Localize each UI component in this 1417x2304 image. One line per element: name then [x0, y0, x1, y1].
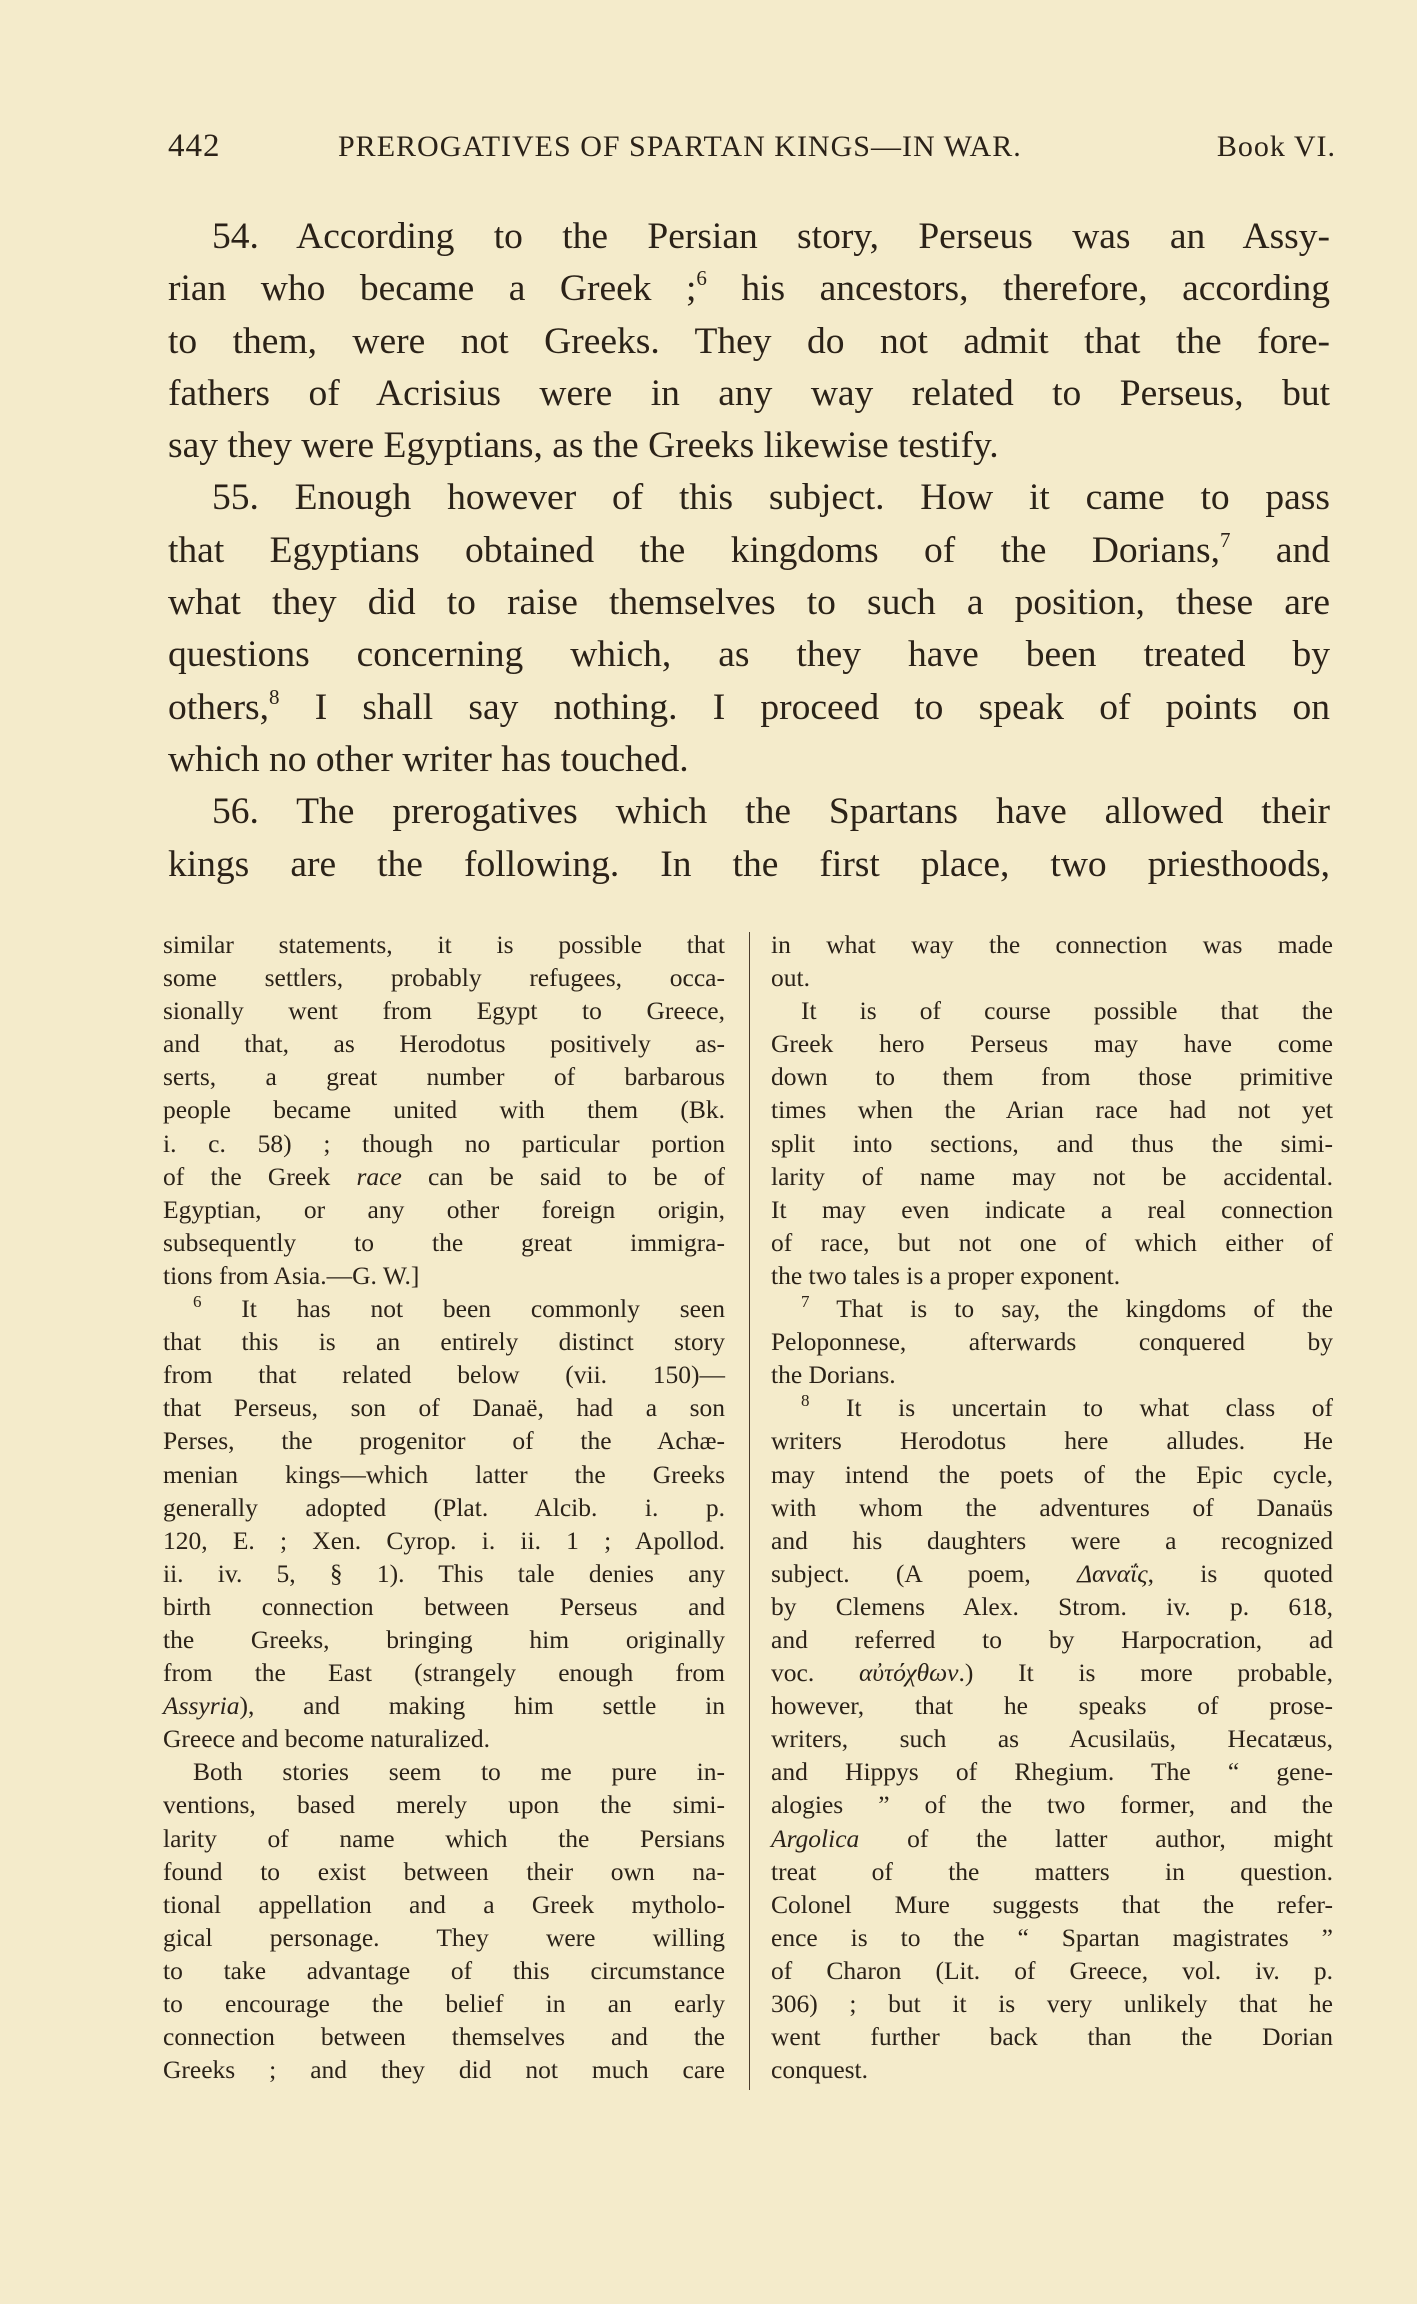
note-line: and his daughters were a recognized	[771, 1525, 1333, 1555]
note-line: and Hippys of Rhegium. The “ gene-	[771, 1757, 1333, 1787]
note-line: and referred to by Harpocration, ad	[771, 1624, 1333, 1654]
text-line: rian who became a Greek ;$^6$ his ancestors, therefore, according	[168, 266, 1330, 310]
note-line: treat of the matters in question.	[771, 1856, 1333, 1886]
note-line: Greece and become naturalized.	[163, 1724, 491, 1754]
note-line: $^7$ That is to say, the kingdoms of the	[801, 1292, 1333, 1324]
text-line: kings are the following. In the first place, two priesthoods,	[168, 843, 1330, 885]
note-line: i. c. 58) ; though no particular portion	[163, 1128, 725, 1158]
note-line: 120, E. ; Xen. Cyrop. i. ii. 1 ; Apollod.	[163, 1525, 725, 1555]
note-line: may intend the poets of the Epic cycle,	[771, 1459, 1333, 1489]
note-line: Assyria), and making him settle in	[163, 1691, 725, 1721]
text-line: what they did to raise themselves to such a position, these are	[168, 582, 1330, 624]
note-line: in what way the connection was made	[771, 930, 1333, 959]
column-divider	[749, 932, 750, 2090]
footnote-ref: 7	[1219, 527, 1231, 552]
note-line: 306) ; but it is very unlikely that he	[771, 1989, 1333, 2018]
text-line: 55. Enough however of this subject. How it came to pass	[212, 477, 1330, 519]
page-number: 442	[168, 128, 221, 164]
note-line: subsequently to the great immigra-	[163, 1227, 725, 1257]
note-line: Argolica of the latter author, might	[771, 1823, 1333, 1853]
text-line: others,$^8$ I shall say nothing. I proceed to speak of points on	[168, 684, 1330, 728]
note-line: ii. iv. 5, § 1). This tale denies any	[163, 1558, 725, 1588]
note-line: $^6$ It has not been commonly seen	[193, 1292, 725, 1324]
footnote-number: 6	[193, 1292, 202, 1312]
note-line: by Clemens Alex. Strom. iv. p. 618,	[771, 1591, 1333, 1621]
note-line: down to them from those primitive	[771, 1062, 1333, 1092]
text-line: which no other writer has touched.	[168, 738, 689, 780]
note-line: voc. αὐτόχθων.) It is more probable,	[771, 1658, 1333, 1688]
note-line: with whom the adventures of Danaüs	[771, 1492, 1333, 1522]
note-line: subject. (A poem, Δαναΐς, is quoted	[771, 1558, 1333, 1588]
note-line: birth connection between Perseus and	[163, 1591, 725, 1621]
note-line: and that, as Herodotus positively as-	[163, 1029, 725, 1059]
note-line: Greek hero Perseus may have come	[771, 1029, 1333, 1059]
text-line: say they were Egyptians, as the Greeks likewise testify.	[168, 425, 999, 467]
note-line: tions from Asia.—G. W.]	[163, 1260, 420, 1290]
footnote-number: 7	[801, 1292, 810, 1312]
note-line: conquest.	[771, 2055, 869, 2085]
note-line: sionally went from Egypt to Greece,	[163, 996, 725, 1026]
note-line: of race, but not one of which either of	[771, 1227, 1333, 1257]
note-line: Colonel Mure suggests that the refer-	[771, 1889, 1333, 1919]
note-line: It may even indicate a real connection	[771, 1194, 1333, 1224]
note-line: times when the Arian race had not yet	[771, 1095, 1333, 1125]
footnotes-left-column	[163, 928, 725, 2086]
footnotes-right-column	[771, 928, 1333, 2086]
note-line: the two tales is a proper exponent.	[771, 1260, 1121, 1290]
note-line: alogies ” of the two former, and the	[771, 1790, 1333, 1820]
note-line: connection between themselves and the	[163, 2022, 725, 2052]
note-line: It is of course possible that the	[801, 996, 1333, 1026]
note-line: menian kings—which latter the Greeks	[163, 1459, 725, 1489]
footnote-ref: 6	[696, 266, 707, 291]
note-line: Both stories seem to me pure in-	[193, 1757, 725, 1787]
note-line: of Charon (Lit. of Greece, vol. iv. p.	[771, 1955, 1333, 1985]
text-line: 56. The prerogatives which the Spartans have allowed their	[212, 791, 1330, 833]
text-line: that Egyptians obtained the kingdoms of the Dorians,$^7$ and	[168, 527, 1330, 571]
note-line: from the East (strangely enough from	[163, 1658, 725, 1688]
text-line: to them, were not Greeks. They do not admit that the fore-	[168, 320, 1330, 362]
note-line: similar statements, it is possible that	[163, 930, 725, 959]
note-line: out.	[771, 963, 810, 993]
note-line: that Perseus, son of Danaë, had a son	[163, 1393, 725, 1423]
note-line: tional appellation and a Greek mytholo-	[163, 1889, 725, 1919]
note-line: gical personage. They were willing	[163, 1922, 725, 1952]
footnote-number: 8	[801, 1391, 810, 1411]
note-line: split into sections, and thus the simi-	[771, 1128, 1333, 1158]
note-line: the Dorians.	[771, 1360, 896, 1390]
note-line: from that related below (vii. 150)—	[163, 1360, 725, 1390]
note-line: larity of name which the Persians	[163, 1823, 725, 1853]
note-line: the Greeks, bringing him originally	[163, 1624, 725, 1654]
note-line: people became united with them (Bk.	[163, 1095, 725, 1125]
note-line: serts, a great number of barbarous	[163, 1062, 725, 1092]
chapter-title: PREROGATIVES OF SPARTAN KINGS—IN WAR.	[338, 130, 1022, 163]
note-line: writers, such as Acusilaüs, Hecatæus,	[771, 1724, 1333, 1754]
running-head	[168, 128, 1336, 168]
note-line: ventions, based merely upon the simi-	[163, 1790, 725, 1820]
footnote-ref: 8	[269, 684, 280, 709]
text-line: questions concerning which, as they have been treated by	[168, 634, 1330, 676]
text-line: fathers of Acrisius were in any way related to Perseus, but	[168, 372, 1330, 414]
note-line: writers Herodotus here alludes. He	[771, 1426, 1333, 1456]
note-line: Egyptian, or any other foreign origin,	[163, 1194, 725, 1224]
note-line: that this is an entirely distinct story	[163, 1327, 725, 1357]
note-line: however, that he speaks of prose-	[771, 1691, 1333, 1721]
note-line: to take advantage of this circumstance	[163, 1955, 725, 1985]
note-line: Greeks ; and they did not much care	[163, 2055, 725, 2085]
note-line: of the Greek race can be said to be of	[163, 1161, 725, 1191]
main-text	[168, 211, 1330, 891]
note-line: larity of name may not be accidental.	[771, 1161, 1333, 1191]
note-line: Peloponnese, afterwards conquered by	[771, 1327, 1333, 1357]
note-line: found to exist between their own na-	[163, 1856, 725, 1886]
note-line: went further back than the Dorian	[771, 2022, 1333, 2052]
text-line: 54. According to the Persian story, Perseus was an Assy-	[212, 216, 1330, 257]
note-line: generally adopted (Plat. Alcib. i. p.	[163, 1492, 725, 1522]
note-line: ence is to the “ Spartan magistrates ”	[771, 1922, 1333, 1952]
book-label: Book VI.	[1216, 130, 1336, 163]
note-line: Perses, the progenitor of the Achæ-	[163, 1426, 725, 1456]
note-line: to encourage the belief in an early	[163, 1989, 725, 2018]
note-line: $^8$ It is uncertain to what class of	[801, 1391, 1333, 1423]
note-line: some settlers, probably refugees, occa-	[163, 963, 725, 993]
